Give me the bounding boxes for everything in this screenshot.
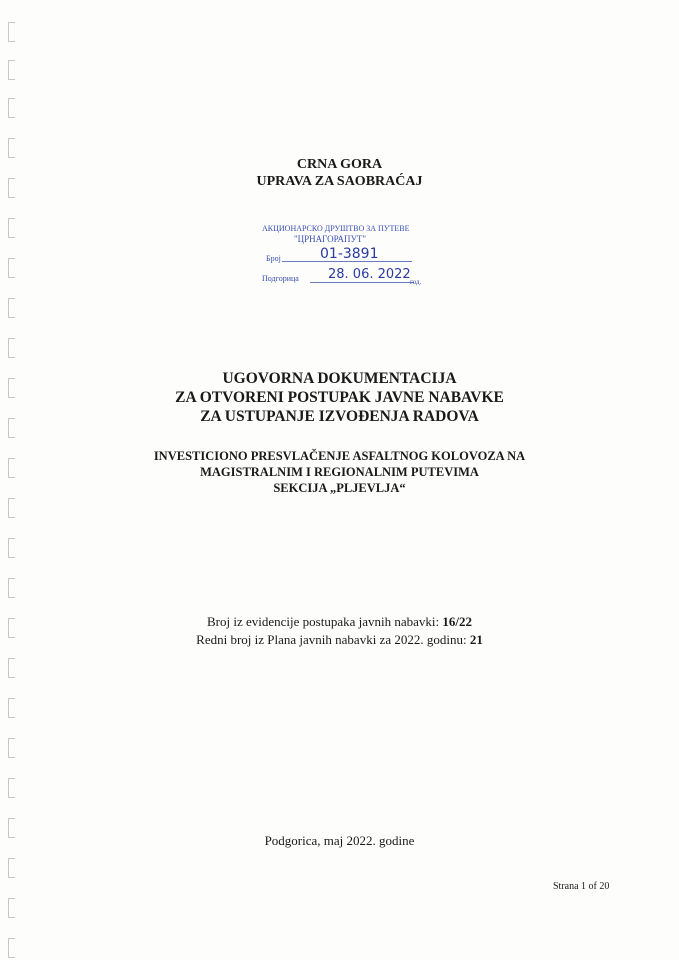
plan-label: Redni broj iz Plana javnih nabavki za 2022. godinu: bbox=[196, 632, 467, 647]
binding-hole bbox=[8, 898, 15, 918]
evidence-number bbox=[0, 613, 679, 631]
binding-hole bbox=[8, 258, 15, 278]
evidence-info bbox=[0, 613, 679, 649]
stamp-year-suffix: год. bbox=[410, 278, 422, 286]
stamp-line bbox=[310, 282, 414, 283]
stamp-number-label: Број bbox=[266, 254, 281, 263]
binding-hole bbox=[8, 578, 15, 598]
issuer-header bbox=[0, 156, 679, 190]
stamp-date-value: 28. 06. 2022 bbox=[328, 267, 411, 282]
document-title bbox=[0, 369, 679, 426]
binding-hole bbox=[8, 298, 15, 318]
binding-hole bbox=[8, 778, 15, 798]
binding-hole bbox=[8, 538, 15, 558]
stamp-org: АКЦИОНАРСКО ДРУШТВО ЗА ПУТЕВЕ bbox=[262, 224, 410, 233]
binding-hole bbox=[8, 98, 15, 118]
country-name: CRNA GORA bbox=[296, 157, 383, 172]
registry-stamp bbox=[258, 224, 428, 290]
subject-line: MAGISTRALNIM I REGIONALNIM PUTEVIMA bbox=[200, 465, 479, 479]
binding-hole bbox=[8, 498, 15, 518]
place-date: Podgorica, maj 2022. godine bbox=[264, 833, 415, 848]
subject-line: INVESTICIONO PRESVLAČENJE ASFALTNOG KOLOVOZA NA bbox=[153, 449, 526, 463]
binding-hole bbox=[8, 338, 15, 358]
title-line: ZA USTUPANJE IZVOĐENJA RADOVA bbox=[200, 408, 479, 425]
stamp-number-value: 01-3891 bbox=[320, 246, 379, 262]
subject-line: SEKCIJA „PLJEVLJA“ bbox=[273, 481, 406, 495]
binding-hole bbox=[8, 738, 15, 758]
binding-hole bbox=[8, 60, 15, 80]
plan-value: 21 bbox=[469, 632, 483, 647]
binding-hole bbox=[8, 938, 15, 958]
stamp-place-label: Подгорица bbox=[262, 274, 299, 283]
binding-hole bbox=[8, 658, 15, 678]
binding-hole bbox=[8, 138, 15, 158]
plan-number bbox=[0, 631, 679, 649]
evidence-label: Broj iz evidencije postupaka javnih nabavki: bbox=[206, 614, 440, 629]
evidence-value: 16/22 bbox=[442, 614, 472, 629]
title-line: UGOVORNA DOKUMENTACIJA bbox=[222, 370, 457, 387]
authority-name: UPRAVA ZA SAOBRAĆAJ bbox=[256, 174, 423, 189]
title-line: ZA OTVORENI POSTUPAK JAVNE NABAVKE bbox=[175, 389, 504, 406]
binding-hole bbox=[8, 698, 15, 718]
procurement-subject bbox=[0, 448, 679, 496]
stamp-org-name: "ЦРНАГОРАПУТ" bbox=[294, 234, 367, 244]
binding-hole bbox=[8, 218, 15, 238]
binding-hole bbox=[8, 858, 15, 878]
page-number: Strana 1 of 20 bbox=[553, 881, 610, 892]
binding-hole bbox=[8, 22, 15, 42]
